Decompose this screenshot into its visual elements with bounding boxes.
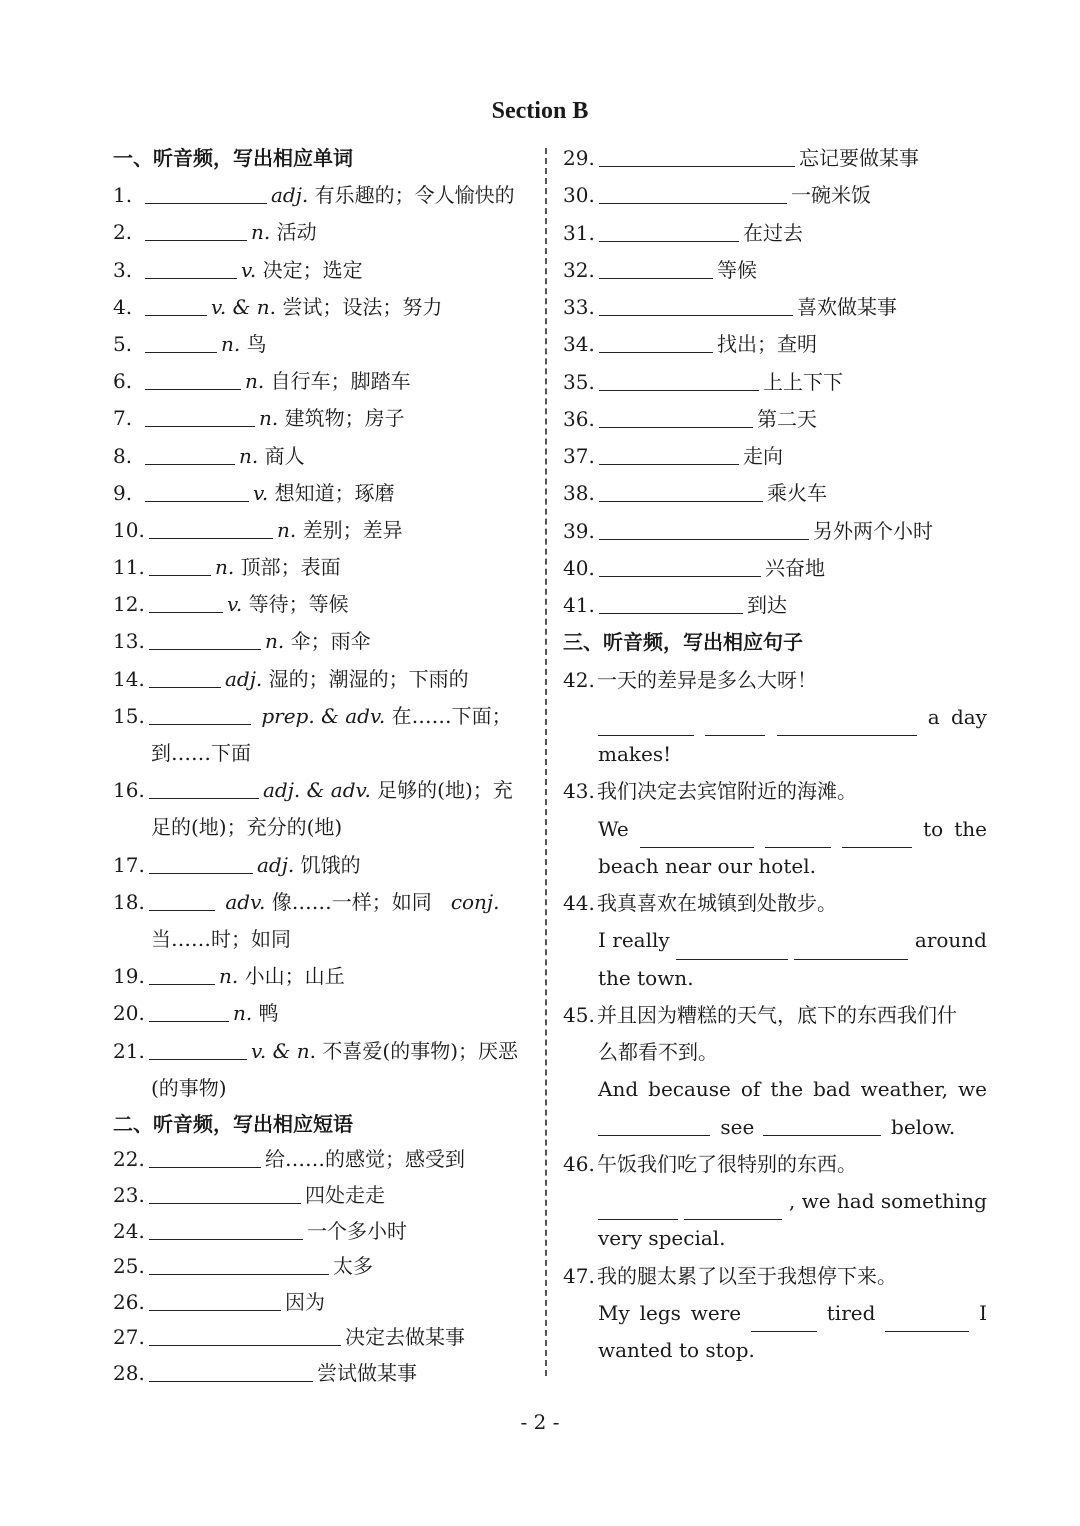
sentence-47-en: My legs were tired I	[563, 1295, 987, 1332]
phrase-item-24: 24. 一个多小时	[113, 1218, 407, 1243]
answer-blank[interactable]	[885, 1330, 969, 1332]
answer-blank[interactable]	[149, 648, 261, 650]
sentence-42-en-cont: makes!	[598, 742, 672, 766]
word-item-7: 7. n. 建筑物；房子	[113, 406, 405, 431]
answer-blank[interactable]	[777, 734, 917, 736]
sentence-45-zh-cont: 么都看不到。	[598, 1040, 718, 1064]
sentence-44-en-cont: the town.	[598, 965, 694, 990]
answer-blank[interactable]	[149, 574, 211, 576]
phrase-item-33: 33. 喜欢做某事	[563, 295, 897, 319]
phrase-item-22: 22. 给……的感觉；感受到	[113, 1147, 465, 1172]
answer-blank[interactable]	[149, 1166, 261, 1168]
word-item-8: 8. n. 商人	[113, 443, 305, 468]
word-item-20: 20. n. 鸭	[113, 1001, 279, 1026]
answer-blank[interactable]	[705, 734, 765, 736]
answer-blank[interactable]	[598, 1134, 710, 1136]
answer-blank[interactable]	[145, 500, 249, 502]
sentence-44-zh: 44. 我真喜欢在城镇到处散步。	[563, 891, 837, 915]
answer-blank[interactable]	[149, 686, 221, 688]
sentence-46-en: , we had something	[563, 1183, 987, 1220]
sentence-43-en: We to the	[563, 811, 987, 848]
word-item-13: 13. n. 伞；雨伞	[113, 629, 371, 654]
word-item-16: 16. adj. & adv. 足够的(地)；充	[113, 778, 513, 803]
word-item-9: 9. v. 想知道；琢磨	[113, 480, 395, 505]
word-item-18-cont: 当……时；如同	[151, 926, 291, 951]
word-item-15-cont: 到……下面	[151, 741, 251, 765]
phrase-item-29: 29. 忘记要做某事	[563, 146, 919, 170]
answer-blank[interactable]	[149, 1344, 341, 1346]
phrase-item-38: 38. 乘火车	[563, 481, 827, 506]
answer-blank[interactable]	[599, 463, 739, 465]
page-title: Section B	[491, 98, 589, 124]
word-item-21: 21. v. & n. 不喜爱(的事物)；厌恶	[113, 1038, 519, 1063]
answer-blank[interactable]	[842, 846, 912, 848]
sentence-43-zh: 43. 我们决定去宾馆附近的海滩。	[563, 779, 857, 804]
word-item-10: 10. n. 差别；差异	[113, 517, 403, 542]
answer-blank[interactable]	[763, 1134, 881, 1136]
word-item-5: 5. n. 鸟	[113, 331, 267, 356]
phrase-item-36: 36. 第二天	[563, 406, 817, 431]
answer-blank[interactable]	[145, 463, 235, 465]
answer-blank[interactable]	[599, 389, 759, 391]
answer-blank[interactable]	[599, 575, 761, 577]
answer-blank[interactable]	[149, 983, 215, 985]
answer-blank[interactable]	[145, 314, 207, 316]
answer-blank[interactable]	[599, 240, 739, 242]
phrase-item-39: 39. 另外两个小时	[563, 518, 933, 543]
answer-blank[interactable]	[149, 1309, 281, 1311]
sentence-46-zh: 46. 午饭我们吃了很特别的东西。	[563, 1151, 857, 1176]
answer-blank[interactable]	[149, 1020, 229, 1022]
answer-blank[interactable]	[149, 797, 259, 799]
word-item-2: 2. n. 活动	[113, 220, 317, 245]
part1-heading: 一、听音频，写出相应单词	[113, 146, 353, 170]
phrase-item-25: 25. 太多	[113, 1254, 373, 1279]
answer-blank[interactable]	[599, 426, 753, 428]
left-column	[113, 140, 537, 1392]
answer-blank[interactable]	[149, 1058, 247, 1060]
answer-blank[interactable]	[149, 1273, 329, 1275]
answer-blank[interactable]	[145, 239, 247, 241]
phrase-item-27: 27. 决定去做某事	[113, 1325, 465, 1350]
phrase-item-35: 35. 上上下下	[563, 369, 843, 394]
sentence-45-en-cont: see below.	[563, 1109, 987, 1146]
phrase-item-40: 40. 兴奋地	[563, 555, 825, 580]
answer-blank[interactable]	[145, 351, 217, 353]
word-item-19: 19. n. 小山；山丘	[113, 964, 345, 989]
sentence-46-en-cont: very special.	[598, 1226, 726, 1251]
sentence-47-en-cont: wanted to stop.	[598, 1338, 755, 1362]
answer-blank[interactable]	[599, 165, 795, 167]
answer-blank[interactable]	[599, 612, 743, 614]
sentence-43-en-cont: beach near our hotel.	[598, 853, 816, 878]
answer-blank[interactable]	[599, 500, 763, 502]
word-item-21-cont: (的事物)	[151, 1075, 227, 1100]
column-divider	[545, 148, 547, 1376]
sentence-42-zh: 42. 一天的差异是多么大呀！	[563, 667, 817, 692]
phrase-item-30: 30. 一碗米饭	[563, 183, 871, 208]
word-item-12: 12. v. 等待；等候	[113, 592, 349, 617]
answer-blank[interactable]	[599, 202, 787, 204]
answer-blank[interactable]	[149, 1238, 303, 1240]
sentence-44-en: I really around	[563, 922, 987, 959]
sentence-45-en: And because of the bad weather, we	[598, 1077, 987, 1102]
answer-blank[interactable]	[599, 277, 713, 279]
phrase-item-31: 31. 在过去	[563, 220, 803, 245]
answer-blank[interactable]	[145, 202, 267, 204]
answer-blank[interactable]	[751, 1330, 817, 1332]
answer-blank[interactable]	[149, 1202, 301, 1204]
phrase-item-28: 28. 尝试做某事	[113, 1361, 417, 1386]
word-item-15: 15. prep. & adv. 在……下面；	[113, 703, 512, 728]
answer-blank[interactable]	[599, 351, 713, 353]
answer-blank[interactable]	[149, 1380, 313, 1382]
part3-heading: 三、听音频，写出相应句子	[563, 630, 803, 655]
phrase-item-32: 32. 等候	[563, 257, 757, 282]
word-item-6: 6. n. 自行车；脚踏车	[113, 369, 411, 394]
word-item-18: 18. adv. 像……一样；如同 conj.	[113, 889, 500, 914]
phrase-item-37: 37. 走向	[563, 444, 783, 468]
part2-heading: 二、听音频，写出相应短语	[113, 1111, 353, 1136]
answer-blank[interactable]	[149, 611, 223, 613]
phrase-item-26: 26. 因为	[113, 1289, 325, 1314]
word-item-14: 14. adj. 湿的；潮湿的；下雨的	[113, 666, 469, 691]
answer-blank[interactable]	[145, 277, 237, 279]
word-item-16-cont: 足的(地)；充分的(地)	[151, 815, 343, 840]
answer-blank[interactable]	[145, 425, 255, 427]
answer-blank[interactable]	[149, 909, 215, 911]
sentence-42-en: a day	[563, 699, 987, 736]
word-item-4: 4. v. & n. 尝试；设法；努力	[113, 294, 443, 319]
answer-blank[interactable]	[145, 388, 241, 390]
answer-blank[interactable]	[149, 537, 273, 539]
answer-blank[interactable]	[599, 538, 809, 540]
page-number: - 2 -	[520, 1410, 560, 1434]
answer-blank[interactable]	[599, 314, 793, 316]
sentence-45-zh: 45. 并且因为糟糕的天气，底下的东西我们什	[563, 1002, 957, 1027]
answer-blank[interactable]	[149, 872, 253, 874]
answer-blank[interactable]	[149, 723, 251, 725]
word-item-17: 17. adj. 饥饿的	[113, 852, 361, 877]
phrase-item-23: 23. 四处走走	[113, 1183, 385, 1208]
phrase-item-41: 41. 到达	[563, 593, 787, 617]
word-item-3: 3. v. 决定；选定	[113, 257, 363, 282]
sentence-47-zh: 47. 我的腿太累了以至于我想停下来。	[563, 1263, 897, 1288]
phrase-item-34: 34. 找出；查明	[563, 332, 817, 357]
word-item-1: 1. adj. 有乐趣的；令人愉快的	[113, 183, 515, 208]
answer-blank[interactable]	[794, 958, 908, 960]
word-item-11: 11. n. 顶部；表面	[113, 555, 341, 580]
right-column	[563, 140, 987, 1369]
